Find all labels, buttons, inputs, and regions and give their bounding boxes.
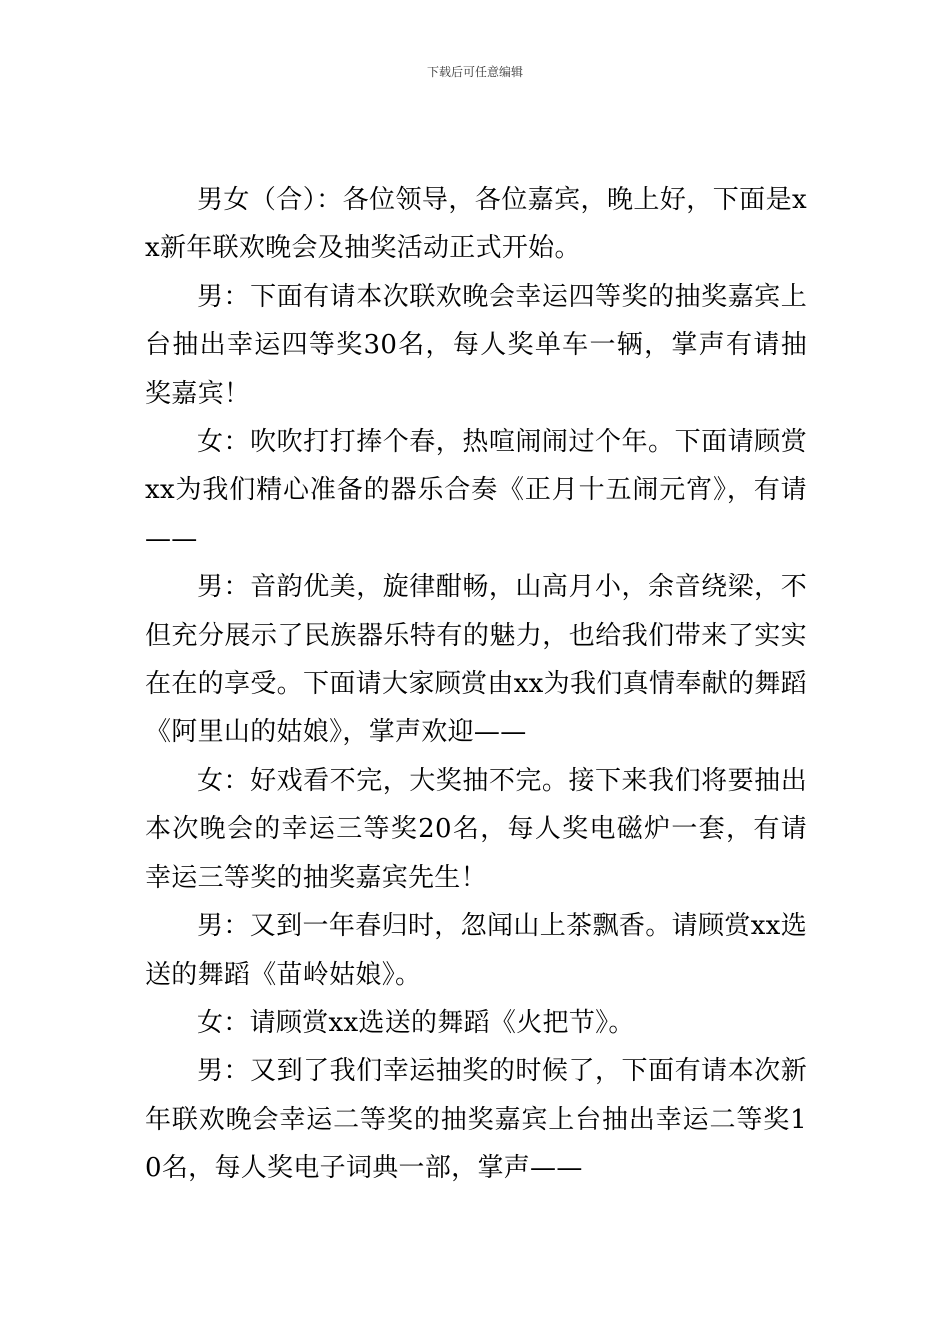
page-header: 下载后可任意编辑 [426, 65, 523, 79]
paragraph-torch-festival: 女：请顾赏xx选送的舞蹈《火把节》。 [197, 1007, 635, 1038]
paragraph-fourth-prize: 男：下面有请本次联欢晚会幸运四等奖的抽奖嘉宾上台抽出幸运四等奖30名，每人奖单车一辆，掌声有请抽奖嘉宾！ [145, 281, 807, 409]
paragraph-alishan-dance: 男：音韵优美，旋律酣畅，山高月小，余音绕梁，不但充分展示了民族器乐特有的魅力，也给我们带来了实实在在的享受。下面请大家顾赏由xx为我们真情奉献的舞蹈《阿里山的姑娘》，掌声欢迎—— [145, 572, 807, 748]
paragraph-instrumental: 女：吹吹打打捧个春，热喧闹闹过个年。下面请顾赏xx为我们精心准备的器乐合奏《正月十五闹元宵》，有请—— [145, 427, 807, 554]
paragraph-second-prize: 男：又到了我们幸运抽奖的时候了，下面有请本次新年联欢晚会幸运二等奖的抽奖嘉宾上台抽出幸运二等奖10名，每人奖电子词典一部，掌声—— [145, 1056, 807, 1184]
paragraph-third-prize: 女：好戏看不完，大奖抽不完。接下来我们将要抽出本次晚会的幸运三等奖20名，每人奖电磁炉一套，有请幸运三等奖的抽奖嘉宾先生！ [145, 765, 807, 893]
document-body [145, 176, 807, 1193]
paragraph-miaoling-dance: 男：又到一年春归时，忽闻山上茶飘香。请顾赏xx选送的舞蹈《苗岭姑娘》。 [145, 911, 807, 990]
paragraph-opening: 男女（合）：各位领导，各位嘉宾，晚上好，下面是xx新年联欢晚会及抽奖活动正式开始。 [145, 185, 807, 264]
